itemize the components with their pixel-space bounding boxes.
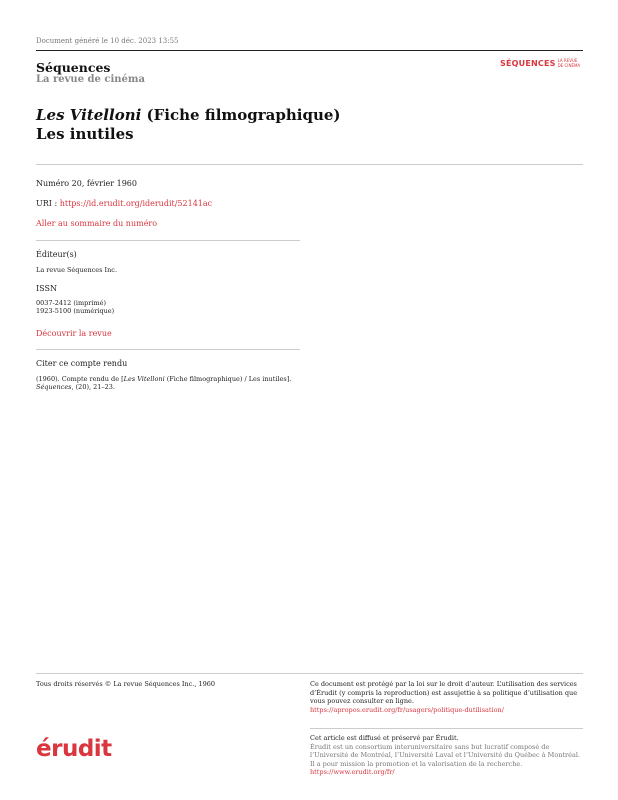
erudit-link[interactable]: https://www.erudit.org/fr/ bbox=[310, 768, 395, 776]
journal-name: Séquences bbox=[36, 60, 111, 75]
logo-main-text: SÉQUENCES bbox=[500, 59, 556, 68]
publisher-name: La revue Séquences Inc. bbox=[36, 266, 118, 274]
uri-link[interactable]: https://id.erudit.org/iderudit/52141ac bbox=[59, 199, 213, 208]
issn-values bbox=[36, 299, 114, 315]
generated-date: Document généré le 10 déc. 2023 13:55 bbox=[36, 37, 179, 45]
erudit-notice bbox=[310, 734, 582, 777]
publisher-heading: Éditeur(s) bbox=[36, 250, 77, 259]
logo-small-text: LA REVUE DE CINÉMA bbox=[557, 58, 581, 68]
issn-heading: ISSN bbox=[36, 284, 57, 293]
issn-digital: 1923-5100 (numérique) bbox=[36, 307, 115, 315]
title-rest: (Fiche filmographique) bbox=[141, 106, 341, 124]
policy-link[interactable]: https://apropos.erudit.org/fr/usagers/politique-dutilisation/ bbox=[310, 705, 504, 714]
footer-divider bbox=[36, 673, 583, 674]
issue-number: Numéro 20, février 1960 bbox=[36, 179, 137, 188]
diffuse-title: Cet article est diffusé et préservé par Érudit. bbox=[310, 734, 459, 742]
section-divider bbox=[36, 349, 300, 350]
erudit-logo: érudit bbox=[36, 736, 112, 762]
rights-text: Tous droits réservés © La revue Séquences Inc., 1960 bbox=[36, 680, 216, 688]
discover-link[interactable]: Découvrir la revue bbox=[36, 329, 112, 338]
journal-subtitle: La revue de cinéma bbox=[36, 74, 145, 85]
top-divider bbox=[36, 50, 583, 51]
sequences-logo bbox=[500, 59, 580, 68]
copyright-notice bbox=[310, 680, 582, 714]
section-divider bbox=[36, 240, 300, 241]
title-italic: Les Vitelloni bbox=[36, 106, 142, 124]
diffuse-text: Érudit est un consortium interuniversitaire sans but lucratif composé de l’Université de Montréal, l’Université Laval et l’Université du Québec à Montréal. Il a pour mission la promotion et la valorisation de la recherche. bbox=[310, 742, 581, 768]
citation-text: (1960). Compte rendu de [Les Vitelloni (Fiche filmographique) / Les inutiles]. Séquences, (20), 21–23. bbox=[36, 375, 292, 391]
header-divider bbox=[36, 164, 583, 165]
issn-print: 0037-2412 (imprimé) bbox=[36, 299, 107, 307]
article-title bbox=[36, 106, 341, 144]
uri-line bbox=[36, 199, 212, 208]
article-subtitle: Les inutiles bbox=[36, 125, 134, 143]
cite-heading: Citer ce compte rendu bbox=[36, 359, 128, 368]
copyright-text: Ce document est protégé par la loi sur le droit d’auteur. L’utilisation des services d’Érudit (y compris la reproduction) est assujettie à sa politique d’utilisation que vous pouvez consulter en ligne. bbox=[310, 680, 578, 705]
toc-link[interactable]: Aller au sommaire du numéro bbox=[36, 219, 158, 228]
uri-label: URI : bbox=[36, 199, 60, 208]
footer-divider-right bbox=[310, 728, 583, 729]
